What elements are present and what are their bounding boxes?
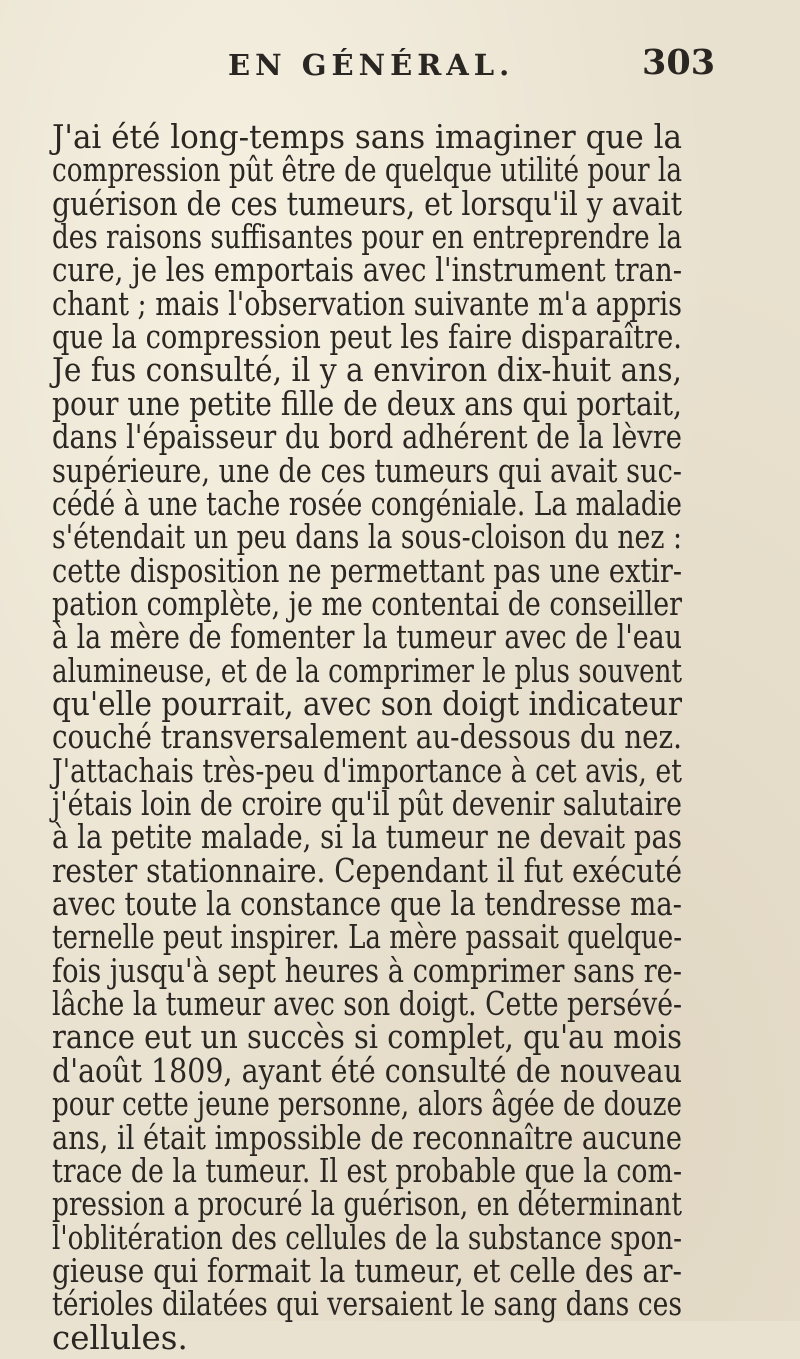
text-line-content: dans l'épaisseur du bord adhérent de la lèvre [52, 418, 682, 457]
text-line-content: rester stationnaire. Cependant il fut exécuté [52, 851, 682, 890]
text-line-content: J'attachais très-peu d'importance à cet avis, et [52, 751, 682, 790]
text-line-content: térioles dilatées qui versaient le sang dans ces [52, 1285, 682, 1324]
text-line-content: avec toute la constance que la tendresse ma- [52, 885, 682, 924]
text-line-content: qu'elle pourrait, avec son doigt indicateur [52, 684, 682, 723]
text-line-content: l'oblitération des cellules de la substance spon- [52, 1218, 682, 1257]
text-line-content: lâche la tumeur avec son doigt. Cette persévé- [52, 985, 682, 1024]
text-line-content: Je fus consulté, il y a environ dix-huit ans, [52, 351, 682, 390]
text-line-content: cure, je les emportais avec l'instrument tran- [52, 251, 682, 290]
text-line-content: j'étais loin de croire qu'il pût devenir salutaire [52, 785, 682, 823]
running-head [0, 40, 800, 90]
text-line-content: pour cette jeune personne, alors âgée de douze [52, 1085, 682, 1124]
text-line-content: des raisons suffisantes pour en entreprendre la [52, 218, 682, 257]
text-line-content: d'août 1809, ayant été consulté de nouveau [52, 1051, 682, 1090]
text-line-content: J'ai été long-temps sans imaginer que la [52, 118, 682, 156]
text-line-content: trace de la tumeur. Il est probable que la com- [52, 1151, 682, 1190]
text-line-content: pour une petite fille de deux ans qui portait, [52, 384, 682, 423]
text-line-content: ternelle peut inspirer. La mère passait quelque- [52, 918, 682, 957]
text-line-content: cédé à une tache rosée congéniale. La maladie [52, 484, 682, 523]
text-line-content: rance eut un succès si complet, qu'au mois [52, 1018, 682, 1057]
running-head-title: EN GÉNÉRAL. [228, 48, 515, 82]
text-line-content: pression a procuré la guérison, en déterminant [52, 1185, 682, 1224]
page-number: 303 [642, 42, 716, 83]
text-line-content: supérieure, une de ces tumeurs qui avait suc- [52, 451, 682, 490]
text-line-content: gieuse qui formait la tumeur, et celle des ar- [52, 1251, 682, 1290]
text-line-content: chant ; mais l'observation suivante m'a appris [52, 284, 682, 323]
text-line-content: cellules. [52, 1318, 188, 1357]
text-line-content: compression pût être de quelque utilité pour la [52, 151, 682, 190]
text-line-content: que la compression peut les faire disparaître. [52, 318, 682, 357]
text-line [0, 1317, 800, 1359]
text-line-content: s'étendait un peu dans la sous-cloison du nez : [52, 518, 682, 557]
text-line-content: cette disposition ne permettant pas une extir- [52, 551, 682, 590]
text-line-content: à la petite malade, si la tumeur ne devait pas [52, 818, 682, 857]
text-line-content: guérison de ces tumeurs, et lorsqu'il y avait [52, 184, 682, 223]
text-line-content: fois jusqu'à sept heures à comprimer sans re- [52, 951, 682, 990]
text-line-content: à la mère de fomenter la tumeur avec de l'eau [52, 618, 682, 657]
text-line-content: pation complète, je me contentai de conseiller [52, 584, 682, 623]
text-line-content: alumineuse, et de la comprimer le plus souvent [52, 651, 682, 690]
text-line-content: couché transversalement au-dessous du nez. [52, 718, 682, 757]
text-line-content: ans, il était impossible de reconnaître aucune [52, 1118, 682, 1157]
